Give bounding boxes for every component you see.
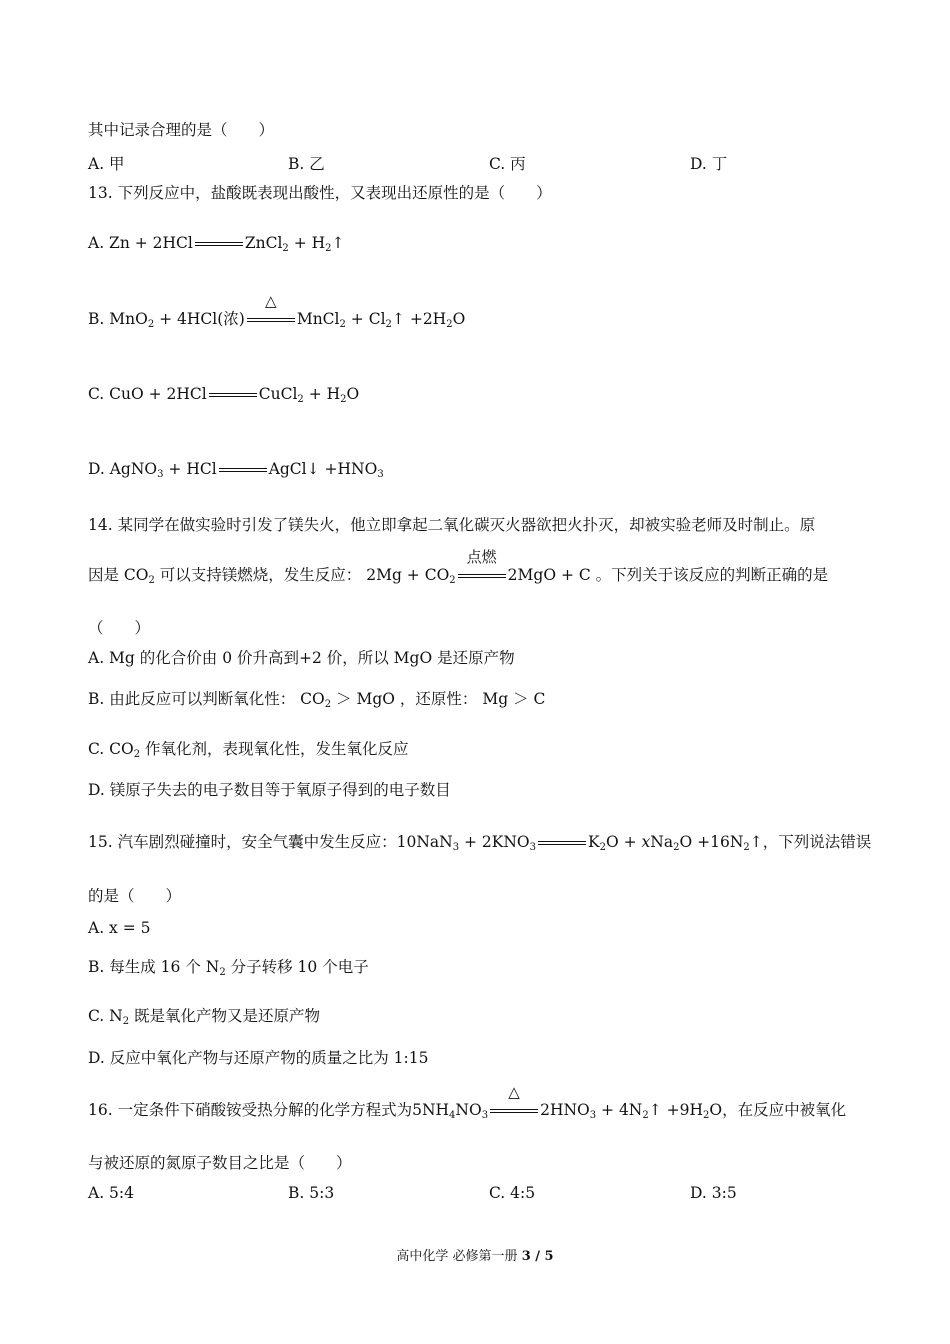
question-13-option-a: A. Zn + 2HCl ZnCl$_2$ + $H_2↑$ [88,234,345,254]
question-14-option-a: A. Mg 的化合价由 0 价升高到+2 价，所以 MgO 是还原产物 [88,649,515,667]
option-d: D. 3:5 [690,1184,737,1202]
question-14-stem-line1: 14. 某同学在做实验时引发了镁失火，他立即拿起二氧化碳灭火器欲把火扑灭，却被实验老师及时制止。原 [88,516,816,534]
question-15-option-d: D. 反应中氧化产物与还原产物的质量之比为 1:15 [88,1049,429,1067]
question-14-paren: （ ） [88,619,151,637]
option-a: A. 5:4 [88,1184,134,1202]
question-15-option-c: C. $N_2$ 既是氧化产物又是还原产物 [88,1007,321,1027]
equals-sign [193,234,245,254]
question-15-option-a: A. x = 5 [88,919,151,937]
option-d: D. 丁 [690,155,728,173]
equals-sign [207,385,259,405]
question-16-options-row [0,1184,950,1204]
question-16-stem-line2: 与被还原的氮原子数目之比是（ ） [88,1154,352,1172]
heat-equals-sign [245,292,297,330]
question-16-stem-line1: 16. 一定条件下硝酸铵受热分解的化学方程式为$5NH_4NO_3$ △ $2HNO_3$ + $4N_2↑ +9H_2O$，在反应中被氧化 [88,1083,847,1121]
question-14-option-b: B. 由此反应可以判断氧化性： $CO_2$ ＞ MgO ，还原性： Mg ＞ C [88,690,546,710]
question-14-stem-line2: 因是 $CO_2$ 可以支持镁燃烧，发生反应： $2Mg + CO_2$ 点燃 2MgO + C 。下列关于该反应的判断正确的是 [88,548,829,586]
ignite-equals-sign [456,548,508,586]
question-14-option-d: D. 镁原子失去的电子数目等于氧原子得到的电子数目 [88,781,451,799]
question-13-stem: 13. 下列反应中，盐酸既表现出酸性，又表现出还原性的是（ ） [88,184,552,202]
ignite-condition: 点燃 [466,548,497,566]
heat-condition: △ [265,292,277,310]
question-14-option-c: C. $CO_2$ 作氧化剂，表现氧化性，发生氧化反应 [88,740,409,760]
page-footer [0,1245,950,1264]
equals-sign [217,460,269,480]
option-b: B. 乙 [288,155,325,173]
equals-sign [536,833,588,853]
question-15-stem-line1: 15. 汽车剧烈碰撞时，安全气囊中发生反应：$10NaN_3 + 2KNO_3$ $K_2O + xNa_2O$ $+16N_2↑$，下列说法错误 [88,833,872,853]
question-15-stem-line2: 的是（ ） [88,887,182,905]
page-number: 3 / 5 [521,1249,554,1264]
heat-equals-sign [488,1083,540,1121]
options-row [0,152,950,172]
question-13-option-d: D. AgNO$_3$ + HCl AgCl↓ $+HNO_3$ [88,460,384,480]
question-13-option-c: C. CuO + 2HCl CuCl$_2$ + $H_2O$ [88,385,360,405]
question-stem: 其中记录合理的是（ ） [88,121,275,139]
option-a: A. 甲 [88,155,125,173]
question-15-option-b: B. 每生成 16 个 $N_2$ 分子转移 10 个电子 [88,958,369,978]
option-b: B. 5:3 [288,1184,335,1202]
heat-condition: △ [508,1083,520,1101]
option-c: C. 4:5 [489,1184,536,1202]
option-c: C. 丙 [489,155,526,173]
question-13-option-b: B. MnO$_2$ + 4HCl(浓) △ MnCl$_2$ + $Cl_2↑ +2H_2O$ [88,292,466,330]
footer-text: 高中化学 必修第一册 [396,1249,522,1264]
